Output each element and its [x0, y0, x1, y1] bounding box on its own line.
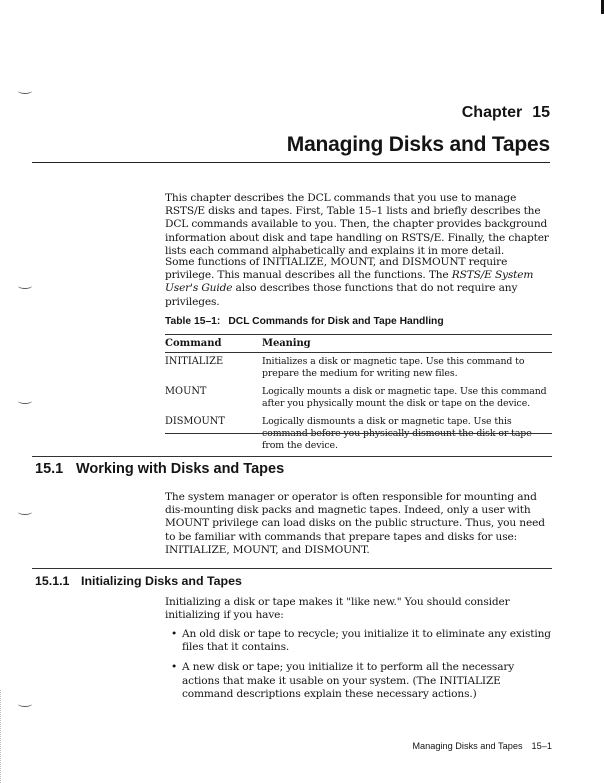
chapter-label — [462, 104, 550, 122]
section-title: Working with Disks and Tapes — [76, 461, 285, 477]
list-item-text: An old disk or tape to recycle; you initialize it to eliminate any existing files that it contains. — [182, 628, 551, 654]
command-cell: DISMOUNT — [165, 416, 225, 427]
margin-punch-mark — [18, 509, 32, 515]
table-row — [165, 383, 552, 413]
chapter-number: 15 — [532, 104, 550, 121]
table-title: DCL Commands for Disk and Tape Handling — [228, 316, 444, 327]
list-item — [165, 628, 552, 654]
command-cell: INITIALIZE — [165, 356, 224, 367]
chapter-word: Chapter — [461, 104, 523, 121]
subsection-rule — [32, 568, 552, 569]
running-title: Managing Disks and Tapes — [412, 741, 523, 751]
margin-punch-mark — [18, 283, 32, 289]
section-heading-15-1 — [35, 461, 284, 477]
section-title: Initializing Disks and Tapes — [81, 574, 242, 588]
section-rule — [32, 456, 552, 457]
chapter-title: Managing Disks and Tapes — [286, 133, 550, 156]
page-footer — [412, 741, 552, 751]
meaning-cell: Logically mounts a disk or magnetic tape. Use this command after you physically mount the disk or tape on the device. — [262, 386, 547, 409]
bullet-icon: • — [171, 661, 178, 674]
table-row — [165, 413, 552, 455]
chapter-rule — [32, 162, 550, 163]
book-title-reference: RSTS/E System User's Guide — [165, 269, 534, 295]
dcl-commands-table — [165, 334, 552, 455]
section-number: 15.1 — [35, 461, 64, 477]
section-number: 15.1.1 — [35, 574, 70, 588]
table-header-row — [165, 335, 552, 352]
meaning-cell: Logically dismounts a disk or magnetic tape. Use this command before you physically dismount the disk or tape from the device. — [262, 416, 532, 451]
scan-edge — [0, 690, 3, 783]
table-number: Table 15–1: — [165, 316, 221, 327]
margin-punch-mark — [18, 701, 32, 707]
bullet-list — [165, 628, 552, 708]
section-15-1-paragraph: The system manager or operator is often responsible for mounting and dis-mounting disk packs and magnetic tapes. Indeed, only a user with MOUNT privilege can load disks on the public structure. Thus, you need to be familiar with commands that prepare tapes and disks for use: INITIALIZE, MOUNT, and DISMOUNT. — [165, 491, 545, 556]
intro-paragraph-1: This chapter describes the DCL commands that you use to manage RSTS/E disks and tapes. First, Table 15–1 lists and briefly describes the DCL commands available to you. Then, the chapter provides background information about disk and tape handling on RSTS/E. Finally, the chapter lists each command alphabetically and explains it in more detail. — [165, 192, 549, 257]
intro-text: also describes those functions that do not require any privileges. — [165, 282, 518, 308]
table-row — [165, 353, 552, 383]
list-item-text: A new disk or tape; you initialize it to perform all the necessary actions that make it usable on your system. (The INITIALIZE command descriptions explain these necessary actions.) — [182, 661, 515, 700]
margin-punch-mark — [18, 398, 32, 404]
column-header-meaning: Meaning — [262, 338, 311, 349]
intro-text: Some functions of INITIALIZE, MOUNT, and DISMOUNT require privilege. This manual describes all the functions. The — [165, 256, 508, 282]
margin-punch-mark — [18, 88, 32, 94]
intro-paragraph-2 — [165, 256, 550, 309]
table-bottom-rule — [165, 433, 552, 434]
list-item — [165, 661, 552, 701]
section-15-1-1-paragraph: Initializing a disk or tape makes it "like new." You should consider initializing if you have: — [165, 596, 510, 622]
column-header-command: Command — [165, 338, 222, 349]
section-heading-15-1-1 — [35, 574, 242, 588]
page-number: 15–1 — [531, 741, 552, 751]
bullet-icon: • — [171, 628, 178, 640]
meaning-cell: Initializes a disk or magnetic tape. Use this command to prepare the medium for writing new files. — [262, 356, 525, 379]
table-caption — [165, 316, 444, 327]
command-cell: MOUNT — [165, 386, 207, 397]
